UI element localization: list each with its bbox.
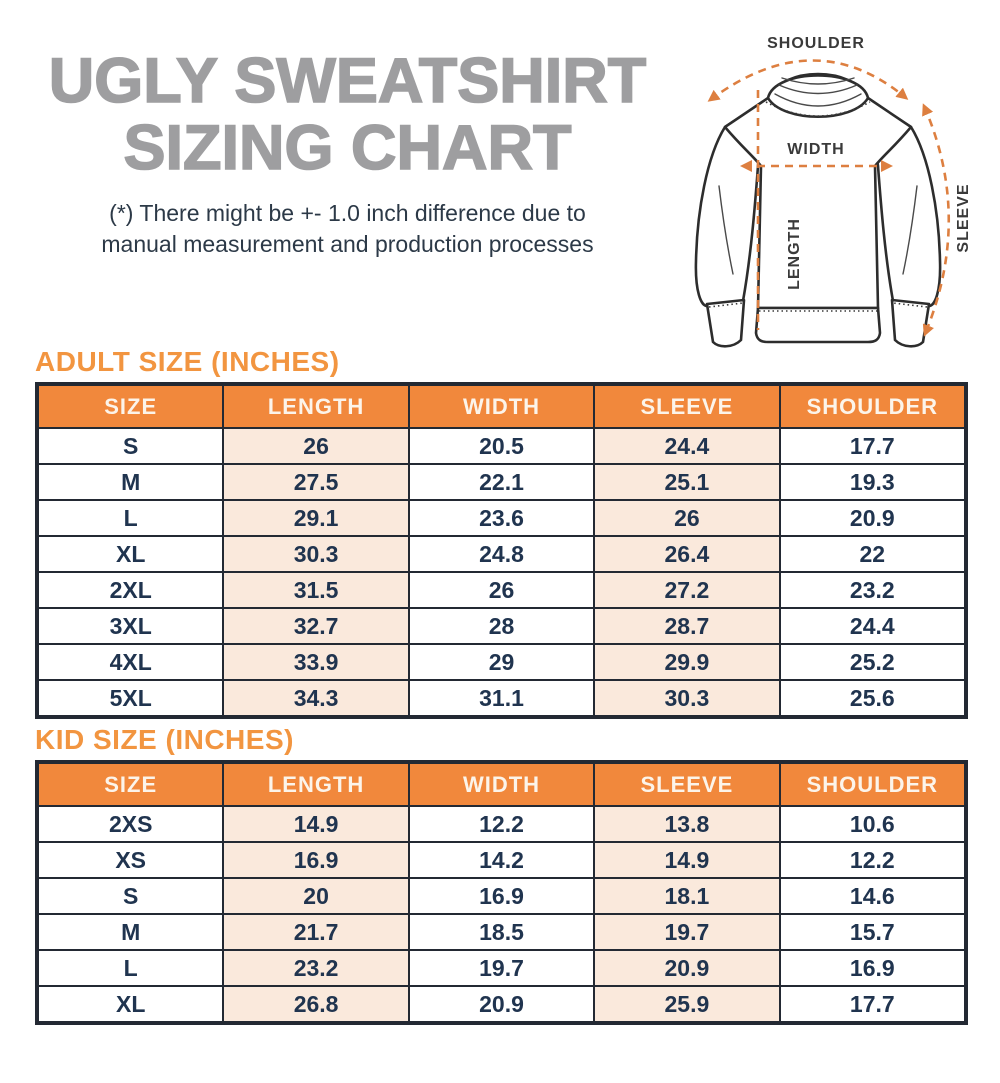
table-cell: S	[38, 878, 223, 914]
table-cell: 10.6	[780, 806, 965, 842]
table-cell: 12.2	[780, 842, 965, 878]
table-cell: M	[38, 464, 223, 500]
kid-header-width: WIDTH	[409, 763, 594, 806]
table-cell: 14.2	[409, 842, 594, 878]
adult-header-width: WIDTH	[409, 385, 594, 428]
disclaimer-line2: manual measurement and production processes	[101, 231, 594, 258]
table-cell: 23.6	[409, 500, 594, 536]
table-cell: 25.9	[594, 986, 779, 1022]
table-cell: 23.2	[780, 572, 965, 608]
table-cell: 18.1	[594, 878, 779, 914]
table-cell: 26	[223, 428, 408, 464]
kid-header-sleeve: SLEEVE	[594, 763, 779, 806]
table-cell: 19.7	[409, 950, 594, 986]
table-cell: 23.2	[223, 950, 408, 986]
table-cell: 5XL	[38, 680, 223, 716]
table-cell: 2XL	[38, 572, 223, 608]
kid-size-table	[35, 760, 968, 1025]
table-cell: 26.8	[223, 986, 408, 1022]
diagram-label-length: LENGTH	[786, 218, 803, 290]
table-cell: 19.7	[594, 914, 779, 950]
table-cell: 25.2	[780, 644, 965, 680]
table-cell: 28	[409, 608, 594, 644]
page-title-line1: UGLY SWEATSHIRT	[48, 46, 647, 116]
table-cell: 24.8	[409, 536, 594, 572]
adult-header-length: LENGTH	[223, 385, 408, 428]
table-cell: 19.3	[780, 464, 965, 500]
diagram-label-shoulder: SHOULDER	[767, 35, 865, 52]
adult-section-title: ADULT SIZE (INCHES)	[35, 346, 340, 377]
disclaimer-line1: (*) There might be +- 1.0 inch difference due to	[109, 199, 586, 226]
diagram-label-width: WIDTH	[787, 141, 845, 158]
table-cell: 3XL	[38, 608, 223, 644]
table-cell: M	[38, 914, 223, 950]
table-cell: 24.4	[594, 428, 779, 464]
table-cell: 2XS	[38, 806, 223, 842]
table-cell: 21.7	[223, 914, 408, 950]
kid-header-length: LENGTH	[223, 763, 408, 806]
table-cell: 14.9	[594, 842, 779, 878]
table-cell: 14.6	[780, 878, 965, 914]
table-cell: 20.9	[409, 986, 594, 1022]
sweatshirt-diagram-svg	[663, 6, 997, 354]
table-cell: 34.3	[223, 680, 408, 716]
page-title-line2: SIZING CHART	[123, 112, 572, 183]
table-cell: 12.2	[409, 806, 594, 842]
kid-section-title: KID SIZE (INCHES)	[35, 724, 294, 755]
table-cell: 20.9	[594, 950, 779, 986]
table-cell: 30.3	[594, 680, 779, 716]
adult-size-table	[35, 382, 968, 719]
table-cell: 26.4	[594, 536, 779, 572]
hero-block	[15, 48, 680, 261]
adult-header-sleeve: SLEEVE	[594, 385, 779, 428]
table-cell: 32.7	[223, 608, 408, 644]
table-cell: 16.9	[223, 842, 408, 878]
adult-header-size: SIZE	[38, 385, 223, 428]
table-cell: 27.5	[223, 464, 408, 500]
table-cell: 20.5	[409, 428, 594, 464]
adult-header-shoulder: SHOULDER	[780, 385, 965, 428]
table-cell: 26	[594, 500, 779, 536]
table-cell: S	[38, 428, 223, 464]
table-cell: 25.1	[594, 464, 779, 500]
kid-header-size: SIZE	[38, 763, 223, 806]
table-cell: 31.1	[409, 680, 594, 716]
table-cell: XL	[38, 986, 223, 1022]
table-cell: 26	[409, 572, 594, 608]
table-cell: 30.3	[223, 536, 408, 572]
table-cell: 20.9	[780, 500, 965, 536]
table-cell: L	[38, 500, 223, 536]
table-cell: 13.8	[594, 806, 779, 842]
sweatshirt-outline	[696, 74, 940, 346]
table-cell: 18.5	[409, 914, 594, 950]
table-cell: 28.7	[594, 608, 779, 644]
table-cell: 24.4	[780, 608, 965, 644]
table-cell: 14.9	[223, 806, 408, 842]
table-cell: 33.9	[223, 644, 408, 680]
table-cell: 15.7	[780, 914, 965, 950]
table-cell: XL	[38, 536, 223, 572]
table-cell: 22.1	[409, 464, 594, 500]
table-cell: 22	[780, 536, 965, 572]
table-cell: L	[38, 950, 223, 986]
table-cell: 29	[409, 644, 594, 680]
kid-header-shoulder: SHOULDER	[780, 763, 965, 806]
table-cell: 20	[223, 878, 408, 914]
diagram-label-sleeve: SLEEVE	[955, 183, 972, 253]
table-cell: 17.7	[780, 986, 965, 1022]
table-cell: 16.9	[780, 950, 965, 986]
disclaimer-text	[15, 198, 680, 261]
sweatshirt-measurement-diagram	[663, 6, 997, 354]
table-cell: 17.7	[780, 428, 965, 464]
table-cell: 16.9	[409, 878, 594, 914]
table-cell: 29.9	[594, 644, 779, 680]
table-cell: 27.2	[594, 572, 779, 608]
table-cell: 4XL	[38, 644, 223, 680]
table-cell: 31.5	[223, 572, 408, 608]
table-cell: XS	[38, 842, 223, 878]
table-cell: 25.6	[780, 680, 965, 716]
table-cell: 29.1	[223, 500, 408, 536]
